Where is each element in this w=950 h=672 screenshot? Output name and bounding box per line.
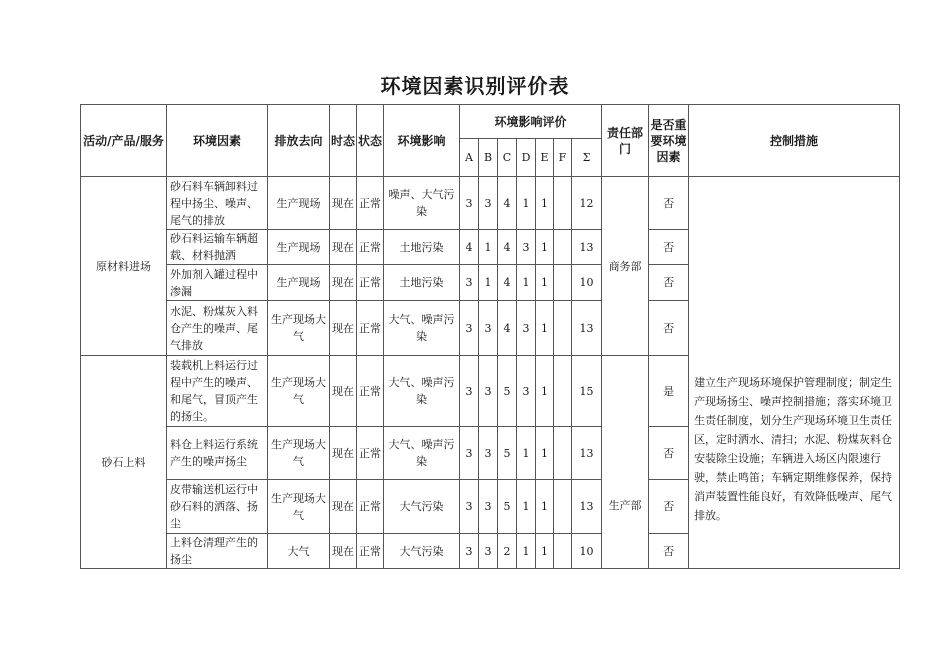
score-f: [554, 265, 572, 301]
score-d: 1: [517, 480, 536, 534]
tense-cell: 现在: [330, 356, 357, 427]
tense-cell: 现在: [330, 480, 357, 534]
score-e: 1: [536, 177, 554, 230]
table-row: [81, 177, 900, 230]
score-d: 3: [517, 356, 536, 427]
important-cell: 否: [649, 177, 689, 230]
header-activity: 活动/产品/服务: [81, 105, 167, 177]
header-eval-a: A: [460, 139, 479, 177]
discharge-cell: 生产现场: [268, 265, 330, 301]
state-cell: 正常: [357, 480, 384, 534]
score-c: 5: [498, 356, 517, 427]
factor-cell: 皮带输送机运行中砂石料的洒落、扬尘: [167, 480, 268, 534]
factor-cell: 装载机上料运行过程中产生的噪声、和尾气，冒顶产生的扬尘。: [167, 356, 268, 427]
tense-cell: 现在: [330, 230, 357, 265]
score-d: 3: [517, 230, 536, 265]
header-state: 状态: [357, 105, 384, 177]
score-e: 1: [536, 534, 554, 569]
score-e: 1: [536, 265, 554, 301]
state-cell: 正常: [357, 356, 384, 427]
score-b: 3: [479, 177, 498, 230]
score-c: 2: [498, 534, 517, 569]
score-sum: 13: [572, 427, 602, 480]
score-d: 1: [517, 427, 536, 480]
header-eval-c: C: [498, 139, 517, 177]
department-label: 生产部: [608, 498, 642, 512]
impact-cell: 噪声、大气污染: [384, 177, 460, 230]
score-sum: 13: [572, 480, 602, 534]
discharge-cell: 生产现场大气: [268, 301, 330, 356]
impact-cell: 大气、噪声污染: [384, 301, 460, 356]
factor-cell: 砂石料车辆卸料过程中扬尘、噪声、尾气的排放: [167, 177, 268, 230]
score-e: 1: [536, 301, 554, 356]
score-e: 1: [536, 427, 554, 480]
important-cell: 否: [649, 301, 689, 356]
score-sum: 10: [572, 534, 602, 569]
discharge-cell: 生产现场大气: [268, 480, 330, 534]
score-d: 1: [517, 534, 536, 569]
header-department: 责任部门: [602, 105, 649, 177]
header-factor: 环境因素: [167, 105, 268, 177]
score-sum: 12: [572, 177, 602, 230]
score-a: 3: [460, 265, 479, 301]
score-e: 1: [536, 230, 554, 265]
score-d: 3: [517, 301, 536, 356]
measures-cell: [689, 177, 900, 569]
score-b: 1: [479, 230, 498, 265]
factor-cell: 水泥、粉煤灰入料仓产生的噪声、尾气排放: [167, 301, 268, 356]
tense-cell: 现在: [330, 265, 357, 301]
state-cell: 正常: [357, 534, 384, 569]
important-cell: 否: [649, 427, 689, 480]
score-b: 3: [479, 301, 498, 356]
score-sum: 13: [572, 230, 602, 265]
header-eval-f: F: [554, 139, 572, 177]
score-b: 3: [479, 480, 498, 534]
discharge-cell: 生产现场: [268, 230, 330, 265]
factor-cell: 外加剂入罐过程中渗漏: [167, 265, 268, 301]
header-tense: 时态: [330, 105, 357, 177]
activity-cell: 砂石上料: [81, 356, 167, 569]
activity-cell: 原材料进场: [81, 177, 167, 356]
score-a: 3: [460, 427, 479, 480]
discharge-cell: 生产现场: [268, 177, 330, 230]
tense-cell: 现在: [330, 534, 357, 569]
measures-text: 建立生产现场环境保护管理制度；制定生产现场扬尘、噪声控制措施；落实环境卫生责任制度，划分生产现场环境卫生责任区，定时洒水、清扫；水泥、粉煤灰料仓安装除尘设施；车辆进入场区内限速行驶，禁止鸣笛；车辆定期维修保养，保持消声装置性能良好，有效降低噪声、尾气排放。: [694, 376, 893, 522]
score-a: 3: [460, 534, 479, 569]
tense-cell: 现在: [330, 427, 357, 480]
score-a: 3: [460, 356, 479, 427]
header-measures: 控制措施: [689, 105, 900, 177]
header-evaluation: 环境影响评价: [460, 105, 602, 139]
state-cell: 正常: [357, 301, 384, 356]
header-impact: 环境影响: [384, 105, 460, 177]
discharge-cell: 生产现场大气: [268, 356, 330, 427]
header-eval-b: B: [479, 139, 498, 177]
score-sum: 13: [572, 301, 602, 356]
discharge-cell: 大气: [268, 534, 330, 569]
state-cell: 正常: [357, 265, 384, 301]
score-c: 5: [498, 427, 517, 480]
important-cell: 否: [649, 534, 689, 569]
score-f: [554, 177, 572, 230]
score-d: 1: [517, 177, 536, 230]
score-f: [554, 356, 572, 427]
score-sum: 15: [572, 356, 602, 427]
score-b: 3: [479, 534, 498, 569]
impact-cell: 大气污染: [384, 534, 460, 569]
factor-cell: 料仓上料运行系统产生的噪声扬尘: [167, 427, 268, 480]
score-a: 3: [460, 480, 479, 534]
score-c: 4: [498, 230, 517, 265]
score-d: 1: [517, 265, 536, 301]
impact-cell: 大气、噪声污染: [384, 427, 460, 480]
department-cell: [602, 356, 649, 569]
score-b: 3: [479, 356, 498, 427]
tense-cell: 现在: [330, 177, 357, 230]
score-a: 4: [460, 230, 479, 265]
score-e: 1: [536, 480, 554, 534]
score-f: [554, 301, 572, 356]
page-title: 环境因素识别评价表: [380, 74, 570, 98]
state-cell: 正常: [357, 177, 384, 230]
tense-cell: 现在: [330, 301, 357, 356]
score-b: 3: [479, 427, 498, 480]
discharge-cell: 生产现场大气: [268, 427, 330, 480]
score-f: [554, 534, 572, 569]
score-c: 4: [498, 265, 517, 301]
important-cell: 否: [649, 230, 689, 265]
header-eval-sum: Σ: [572, 139, 602, 177]
header-discharge: 排放去向: [268, 105, 330, 177]
score-a: 3: [460, 177, 479, 230]
impact-cell: 大气污染: [384, 480, 460, 534]
important-cell: 否: [649, 265, 689, 301]
important-cell: 否: [649, 480, 689, 534]
impact-cell: 土地污染: [384, 265, 460, 301]
score-e: 1: [536, 356, 554, 427]
evaluation-table: [80, 104, 900, 569]
important-cell: 是: [649, 356, 689, 427]
score-sum: 10: [572, 265, 602, 301]
score-c: 4: [498, 301, 517, 356]
header-eval-d: D: [517, 139, 536, 177]
score-f: [554, 427, 572, 480]
score-c: 4: [498, 177, 517, 230]
score-c: 5: [498, 480, 517, 534]
factor-cell: 砂石料运输车辆超载、材料抛洒: [167, 230, 268, 265]
score-f: [554, 480, 572, 534]
header-important: 是否重要环境因素: [649, 105, 689, 177]
score-b: 1: [479, 265, 498, 301]
impact-cell: 大气、噪声污染: [384, 356, 460, 427]
factor-cell: 上料仓清理产生的扬尘: [167, 534, 268, 569]
department-cell: 商务部: [602, 177, 649, 356]
header-eval-e: E: [536, 139, 554, 177]
impact-cell: 土地污染: [384, 230, 460, 265]
state-cell: 正常: [357, 427, 384, 480]
score-a: 3: [460, 301, 479, 356]
score-f: [554, 230, 572, 265]
state-cell: 正常: [357, 230, 384, 265]
